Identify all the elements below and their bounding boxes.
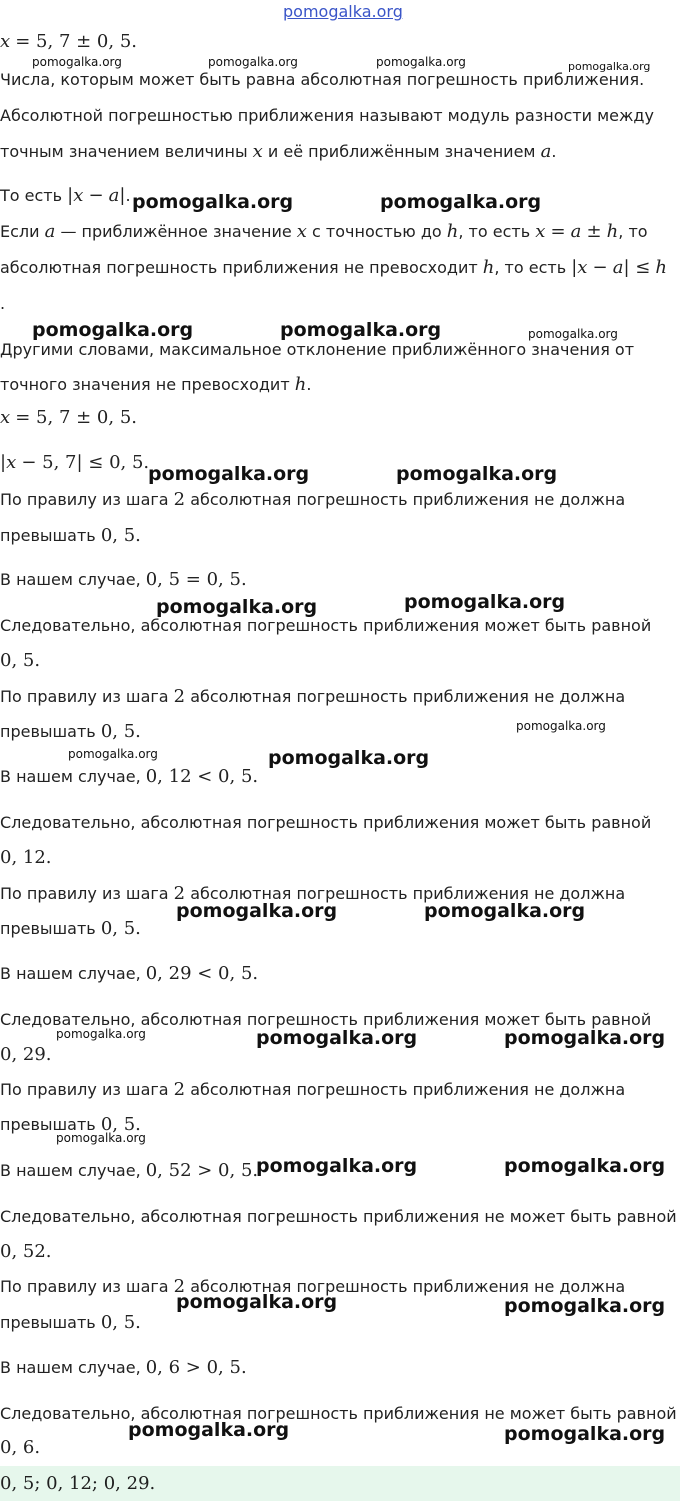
- watermark: pomogalka.org: [132, 191, 294, 213]
- text-line: Следовательно, абсолютная погрешность приближения может быть равной: [0, 813, 652, 832]
- text-line: В нашем случае, 0, 12 < 0, 5.: [0, 766, 259, 787]
- text-line: В нашем случае, 0, 5 = 0, 5.: [0, 569, 247, 590]
- text-line: 0, 5.: [0, 650, 41, 671]
- watermark: pomogalka.org: [516, 719, 606, 733]
- text-line: x = 5, 7 ± 0, 5.: [0, 407, 137, 428]
- watermark: pomogalka.org: [528, 327, 618, 341]
- text-line: Другими словами, максимальное отклонение приближённого значения от: [0, 340, 635, 359]
- text-line: По правилу из шага 2 абсолютная погрешность приближения не должна: [0, 883, 626, 904]
- watermark: pomogalka.org: [504, 1295, 666, 1317]
- text-line: Следовательно, абсолютная погрешность приближения может быть равной: [0, 1010, 652, 1029]
- watermark: pomogalka.org: [176, 900, 338, 922]
- text-line: Следовательно, абсолютная погрешность приближения не может быть равной: [0, 1404, 677, 1423]
- watermark: pomogalka.org: [504, 1027, 666, 1049]
- text-line: По правилу из шага 2 абсолютная погрешность приближения не должна: [0, 1079, 626, 1100]
- text-line: В нашем случае, 0, 6 > 0, 5.: [0, 1357, 247, 1378]
- text-line: 0, 29.: [0, 1044, 52, 1065]
- watermark: pomogalka.org: [208, 55, 298, 69]
- text-line: превышать 0, 5.: [0, 1312, 141, 1333]
- text-line: В нашем случае, 0, 29 < 0, 5.: [0, 963, 259, 984]
- watermark: pomogalka.org: [504, 1423, 666, 1445]
- watermark: pomogalka.org: [156, 596, 318, 618]
- text-line: 0, 12.: [0, 847, 52, 868]
- text-line: Следовательно, абсолютная погрешность приближения не может быть равной: [0, 1207, 677, 1226]
- watermark: pomogalka.org: [268, 747, 430, 769]
- text-line: По правилу из шага 2 абсолютная погрешность приближения не должна: [0, 1276, 626, 1297]
- watermark: pomogalka.org: [376, 55, 466, 69]
- text-line: .: [0, 294, 6, 313]
- watermark: pomogalka.org: [424, 900, 586, 922]
- text-line: точного значения не превосходит h.: [0, 374, 312, 395]
- text-line: 0, 6.: [0, 1437, 41, 1458]
- watermark: pomogalka.org: [176, 1291, 338, 1313]
- site-link[interactable]: pomogalka.org: [283, 2, 403, 21]
- text-line: превышать 0, 5.: [0, 918, 141, 939]
- text-line: Следовательно, абсолютная погрешность приближения может быть равной: [0, 616, 652, 635]
- watermark: pomogalka.org: [380, 191, 542, 213]
- text-line: По правилу из шага 2 абсолютная погрешность приближения не должна: [0, 686, 626, 707]
- watermark: pomogalka.org: [128, 1419, 290, 1441]
- text-line: В нашем случае, 0, 52 > 0, 5.: [0, 1160, 259, 1181]
- text-line: Абсолютной погрешностью приближения называют модуль разности между: [0, 106, 654, 125]
- text-line: Числа, которым может быть равна абсолютная погрешность приближения.: [0, 70, 645, 89]
- text-line: x = 5, 7 ± 0, 5.: [0, 31, 137, 52]
- text-line: превышать 0, 5.: [0, 721, 141, 742]
- watermark: pomogalka.org: [396, 463, 558, 485]
- text-line: точным значением величины x и её приближённым значением a.: [0, 141, 557, 162]
- text-line: абсолютная погрешность приближения не превосходит h, то есть |x − a| ≤ h: [0, 257, 668, 278]
- watermark: pomogalka.org: [280, 319, 442, 341]
- watermark: pomogalka.org: [256, 1027, 418, 1049]
- text-line: превышать 0, 5.: [0, 1114, 141, 1135]
- watermark: pomogalka.org: [56, 1027, 146, 1041]
- watermark: pomogalka.org: [148, 463, 310, 485]
- answer-box: [0, 1466, 680, 1501]
- watermark: pomogalka.org: [256, 1155, 418, 1177]
- watermark: pomogalka.org: [404, 591, 566, 613]
- answer-text: 0, 5; 0, 12; 0, 29.: [0, 1473, 156, 1494]
- watermark: pomogalka.org: [56, 1131, 146, 1145]
- watermark: pomogalka.org: [568, 60, 651, 73]
- text-line: Если a — приближённое значение x с точностью до h, то есть x = a ± h, то: [0, 221, 648, 242]
- watermark: pomogalka.org: [32, 319, 194, 341]
- watermark: pomogalka.org: [68, 747, 158, 761]
- watermark: pomogalka.org: [504, 1155, 666, 1177]
- text-line: 0, 52.: [0, 1241, 52, 1262]
- text-line: превышать 0, 5.: [0, 525, 141, 546]
- text-line: По правилу из шага 2 абсолютная погрешность приближения не должна: [0, 489, 626, 510]
- text-line: То есть |x − a|.: [0, 185, 131, 206]
- watermark: pomogalka.org: [32, 55, 122, 69]
- text-line: |x − 5, 7| ≤ 0, 5.: [0, 452, 150, 473]
